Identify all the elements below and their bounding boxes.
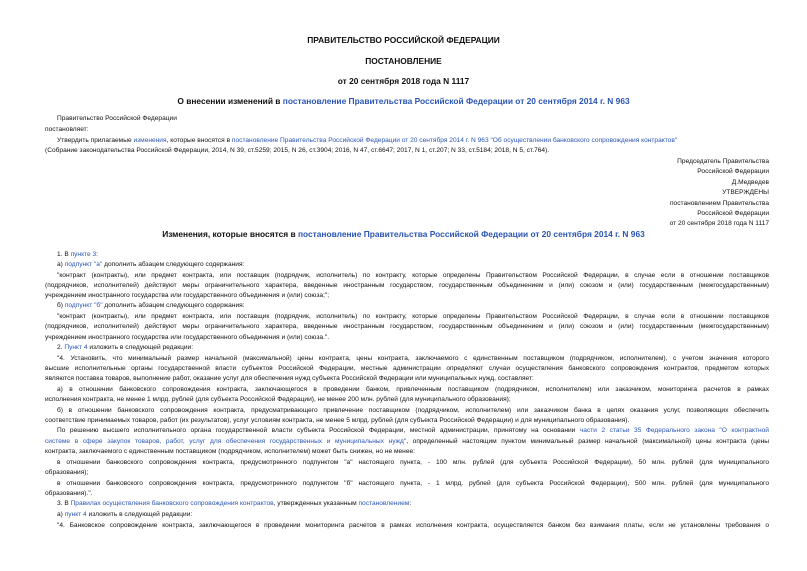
point-4-link[interactable]: Пункт 4 [64, 344, 88, 351]
text: изложить в следующей редакции: [87, 344, 194, 351]
para-12-line-1: в отношении банковского сопровождения контракта, предусмотренного подпунктом "б" настоящего пункта, - 1 млрд. рублей (для субъекта Российской Федерации), 500 млн. рублей (для муниципального [57, 480, 769, 487]
text: а) [57, 261, 65, 268]
signature-line-4: УТВЕРЖДЕНЫ [722, 189, 769, 196]
intro-line-4: (Собрание законодательства Российской Федерации, 2014, N 39, ст.5259; 2015, N 26, ст.3904; 2016, N 47, ст.6647; 2017, N 1, ст.207; N 33, ст.5184; 2018, N 5, ст.764). [45, 147, 550, 154]
text: По решению высшего исполнительного органа государственной власти субъекта Российской Федерации, местной администрации, принятому на основании [57, 427, 580, 434]
text: б) [57, 302, 65, 309]
subpoint-a-link[interactable]: подпункт "а" [64, 261, 103, 268]
text: , определенный настоящим пунктом минимальный размер начальной (максимальной) цены контракта (цены [406, 438, 769, 445]
signature-line-7: от 20 сентября 2018 года N 1117 [669, 220, 769, 227]
intro-text-a: Утвердить прилагаемые [57, 137, 134, 144]
title-link[interactable]: постановление Правительства Российской Федерации от 20 сентября 2014 г. N 963 [282, 96, 630, 106]
document-date-number: от 20 сентября 2018 года N 1117 [337, 76, 470, 86]
para-4 [57, 302, 245, 310]
para-15-line-1: "4. Банковское сопровождение контракта, заключающегося в проведении мониторинга расчетов в рамках исполнения контракта, осуществляется банком без взимания платы, если не установлены требования о [57, 522, 769, 529]
para-6 [57, 344, 193, 352]
text: 2. [57, 344, 65, 351]
resolution-963-link[interactable]: постановление Правительства Российской Федерации от 20 сентября 2014 г. N 963 "Об осуществлении банковского сопровождения контрактов" [231, 137, 678, 144]
federal-law-link-cont[interactable]: системе в сфере закупок товаров, работ, услуг для обеспечения государственных и муниципальных нужд" [45, 438, 407, 445]
para-12-line-2: образования).". [45, 490, 93, 497]
text: 1. В [57, 251, 71, 258]
signature-line-2: Российской Федерации [697, 168, 769, 175]
signature-line-3: Д.Медведев [731, 179, 769, 186]
text: изложить в следующей редакции: [86, 511, 193, 518]
changes-link[interactable]: изменения [133, 137, 167, 144]
para-14 [57, 511, 192, 519]
para-8-line-2: исполнения контракта, не менее 1 млрд. рублей (для субъекта Российской Федерации), не менее 200 млн. рублей (для муниципального образования); [45, 396, 511, 403]
changes-title [0, 230, 807, 238]
changes-title-prefix: Изменения, которые вносятся в [162, 229, 298, 239]
intro-line-2: постановляет: [45, 126, 89, 133]
intro-line-1: Правительство Российской Федерации [57, 115, 177, 122]
point-3-link[interactable]: пункте 3 [70, 251, 97, 258]
text: дополнить абзацем следующего содержания: [102, 261, 245, 268]
para-7-line-3: являются поставка товаров, выполнение работ, оказание услуг для обеспечения нужд субъекта Российской Федерации или муниципальных нужд, составляет: [45, 375, 534, 382]
para-9-line-2: соответствие принимаемых товаров, работ (их результатов), услуг условиям контракта, не менее 5 млрд. рублей (для субъекта Российской Федерации) и для муниципального образования). [45, 417, 630, 424]
para-11-line-1: в отношении банковского сопровождения контракта, предусмотренного подпунктом "а" настоящего пункта, - 100 млн. рублей (для субъекта Российской Федерации), 50 млн. рублей (для муниципального [57, 459, 769, 466]
federal-law-link[interactable]: части 2 статьи 35 Федерального закона "О контрактной [579, 427, 769, 434]
para-3-line-3: учреждением иностранного государства или государственного объединения и (или) союза;"; [45, 292, 330, 299]
intro-line-3 [57, 137, 677, 145]
para-10-line-3: контракта, заключаемого с единственным поставщиком (подрядчиком, исполнителем) может быть снижен, но не менее: [45, 448, 415, 455]
title-prefix: О внесении изменений в [177, 96, 283, 106]
text: , утвержденных указанным [273, 500, 359, 507]
resolution-link[interactable]: постановлением [358, 500, 410, 507]
government-heading: ПРАВИТЕЛЬСТВО РОССИЙСКОЙ ФЕДЕРАЦИИ [307, 35, 500, 45]
para-10-line-1 [57, 427, 769, 435]
para-8-line-1: а) в отношении банковского сопровождения контракта, заключающегося в проведении банком, привлеченным поставщиком (подрядчиком, исполнителем) или заказчиком, мониторинга расчетов в рамках [57, 386, 769, 393]
para-3-line-2: (подрядчиков, исполнителей) действуют меры ограничительного характера, введенные иностранным государством, государственным объединением и (или) союзом и (или) государственным (межгосударственным) [45, 282, 769, 289]
para-11-line-2: образования); [45, 469, 89, 476]
para-7-line-2: высшие исполнительные органы государственной власти субъектов Российской Федерации, местные администрации определяют случаи осуществления банковского сопровождения контрактов, предметом которых [45, 365, 769, 372]
para-5-line-1: "контракт (контракты), или предмет контракта, или поставщик (подрядчик, исполнитель) по контракту, которые определены Правительством Российской Федерации, в случае если в отношении поставщиков [57, 313, 769, 320]
text: 3. В [57, 500, 71, 507]
signature-line-1: Председатель Правительства [677, 158, 769, 165]
point-4-rules-link[interactable]: пункт 4 [64, 511, 87, 518]
para-5-line-3: учреждением иностранного государства или государственного объединения и (или) союза.". [45, 334, 330, 341]
para-2 [57, 261, 244, 269]
rules-link[interactable]: Правилах осуществления банковского сопровождения контрактов [70, 500, 274, 507]
para-9-line-1: б) в отношении банковского сопровождения контракта, предусматривающего привлечение поставщиком (подрядчиком, исполнителем) или заказчиком банка в целях оказания услуг, позволяющих обеспечить [57, 407, 769, 414]
para-13 [57, 500, 411, 508]
document-title [0, 97, 807, 105]
signature-line-6: Российской Федерации [697, 210, 769, 217]
text: а) [57, 511, 65, 518]
signature-line-5: постановлением Правительства [669, 200, 769, 207]
document-type: ПОСТАНОВЛЕНИЕ [365, 56, 442, 66]
para-3-line-1: "контракт (контракты), или предмет контракта, или поставщик (подрядчик, исполнитель) по контракту, которые определены Правительством Российской Федерации, в случае если в отношении поставщиков [57, 272, 769, 279]
para-10-line-2 [45, 438, 769, 446]
subpoint-b-link[interactable]: подпункт "б" [64, 302, 103, 309]
text: : [96, 251, 98, 258]
intro-text-b: , которые вносятся в [166, 137, 232, 144]
para-7-line-1: "4. Установить, что минимальный размер начальной (максимальной) цены контракта, цены контракта, заключаемого с единственным поставщиком (подрядчиком, исполнителем), с учетом значения которого [57, 355, 769, 362]
para-1 [57, 251, 98, 259]
changes-title-link[interactable]: постановление Правительства Российской Федерации от 20 сентября 2014 г. N 963 [297, 229, 645, 239]
text: : [409, 500, 412, 507]
para-5-line-2: (подрядчиков, исполнителей) действуют меры ограничительного характера, введенные иностранным государством, государственным объединением и (или) союзом и (или) государственным (межгосударственным) [45, 323, 769, 330]
text: дополнить абзацем следующего содержания: [102, 302, 245, 309]
